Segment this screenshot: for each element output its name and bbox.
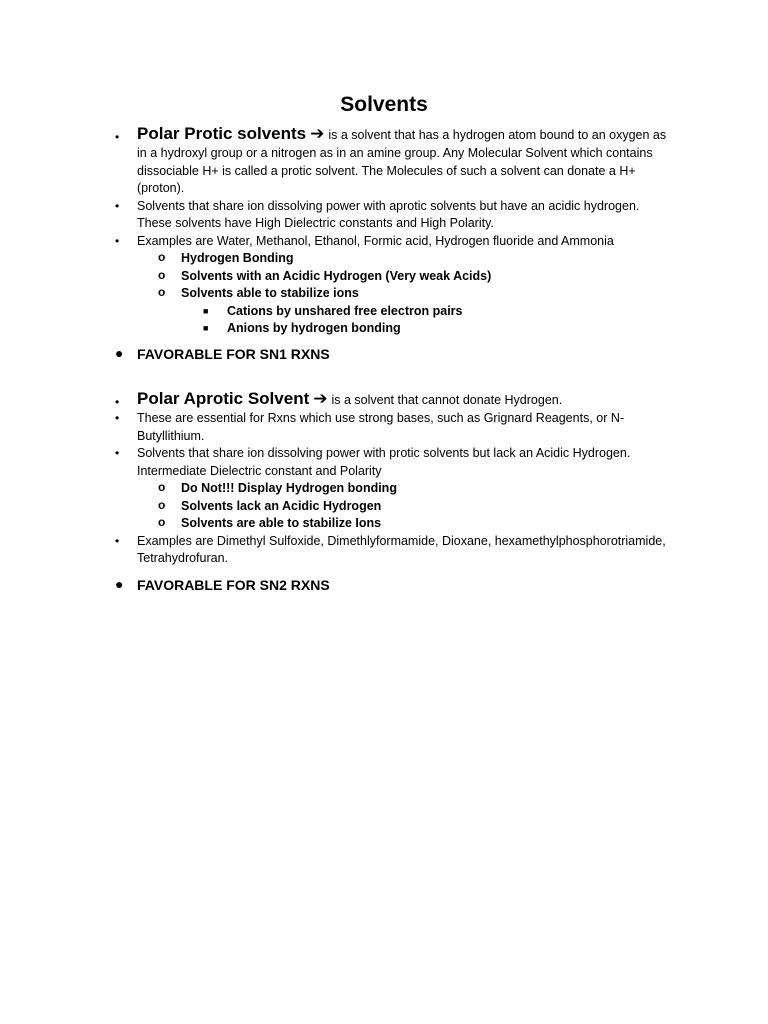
arrow-right-icon: ➔ [310,124,325,143]
page-title: Solvents [340,93,428,116]
list-item-text: These are essential for Rxns which use strong bases, such as Grignard Reagents, or N- [137,411,625,425]
list-item-continued: These solvents have High Dielectric constants and High Polarity. [137,216,494,230]
subsub-list-item-text: Cations by unshared free electron pairs [227,303,463,318]
favorable-sn2 [0,576,768,594]
sub-bullet-marker: o [158,250,166,264]
sub-list-item [0,480,768,498]
sub-list-item-text: Solvents with an Acidic Hydrogen (Very weak Acids) [181,268,492,283]
sub-list-item [0,285,768,303]
sub-bullet-marker: o [158,497,166,512]
aprotic-heading-desc: is a solvent that cannot donate Hydrogen. [331,393,563,407]
sub-bullet-marker: o [158,515,166,529]
subsub-list-item [0,303,768,321]
sub-list-item [0,515,768,533]
favorable-sn1 [0,345,768,363]
list-item [0,410,768,428]
square-bullet-marker: ■ [203,323,209,333]
sub-list-item-text: Solvents lack an Acidic Hydrogen [181,498,382,513]
subsub-list-item-text: Anions by hydrogen bonding [227,321,401,335]
list-item [0,445,768,463]
sub-list-item [0,268,768,286]
sub-list-item [0,250,768,268]
list-item-text: Examples are Dimethyl Sulfoxide, Dimethlyformamide, Dioxane, hexamethylphosphorotriamide, [137,533,666,548]
list-item-continued: Tetrahydrofuran. [137,551,229,565]
dot-bullet-marker: ● [115,345,124,361]
list-item [0,198,768,216]
aprotic-heading: Polar Aprotic Solvent [137,389,310,408]
sub-list-item-text: Solvents able to stabilize ions [181,286,359,300]
list-item [0,233,768,251]
sub-bullet-marker: o [158,480,166,494]
list-item-continued: Intermediate Dielectric constant and Polarity [137,463,382,478]
sub-list-item-text: Hydrogen Bonding [181,251,294,265]
favorable-sn1-row [0,345,768,363]
protic-desc-line: in a hydroxyl group or a nitrogen as in an amine group. Any Molecular Solvent which contains [137,146,653,160]
square-bullet-marker: ■ [203,305,209,316]
protic-section [0,124,768,338]
list-item-text: Solvents that share ion dissolving power with aprotic solvents but have an acidic hydrogen. [137,198,640,213]
bullet-marker: • [115,395,120,409]
favorable-sn2-text: FAVORABLE FOR SN2 RXNS [137,577,330,593]
favorable-sn2-row [0,576,768,594]
protic-heading: Polar Protic solvents [137,124,307,143]
sub-bullet-marker: o [158,267,166,282]
aprotic-section [0,389,768,568]
protic-desc-line: (proton). [137,181,185,195]
list-item-text: Solvents that share ion dissolving power with protic solvents but lack an Acidic Hydrogen. [137,446,631,460]
bullet-marker: • [115,411,120,425]
dot-bullet-marker: ● [115,576,124,592]
bullet-marker: • [115,198,120,213]
subsub-list-item [0,320,768,338]
sub-list-item-text: Solvents are able to stabilize Ions [181,516,382,530]
bullet-marker: • [115,233,120,248]
protic-desc-line: dissociable H+ is called a protic solvent. The Molecules of such a solvent can donate a H+ [137,163,636,178]
list-item [0,533,768,551]
list-item-continued: Butyllithium. [137,428,205,443]
bullet-marker: • [115,533,120,548]
favorable-sn1-text: FAVORABLE FOR SN1 RXNS [137,346,330,362]
sub-bullet-marker: o [158,285,166,299]
arrow-right-icon: ➔ [313,389,328,408]
protic-heading-row [0,124,768,145]
sub-list-item [0,498,768,516]
bullet-marker: • [115,446,120,460]
sub-list-item-text: Do Not!!! Display Hydrogen bonding [181,481,397,495]
aprotic-heading-row [0,389,768,410]
list-item-text: Examples are Water, Methanol, Ethanol, Formic acid, Hydrogen fluoride and Ammonia [137,233,614,248]
protic-heading-desc: is a solvent that has a hydrogen atom bound to an oxygen as [328,128,667,142]
bullet-marker: • [115,130,120,144]
